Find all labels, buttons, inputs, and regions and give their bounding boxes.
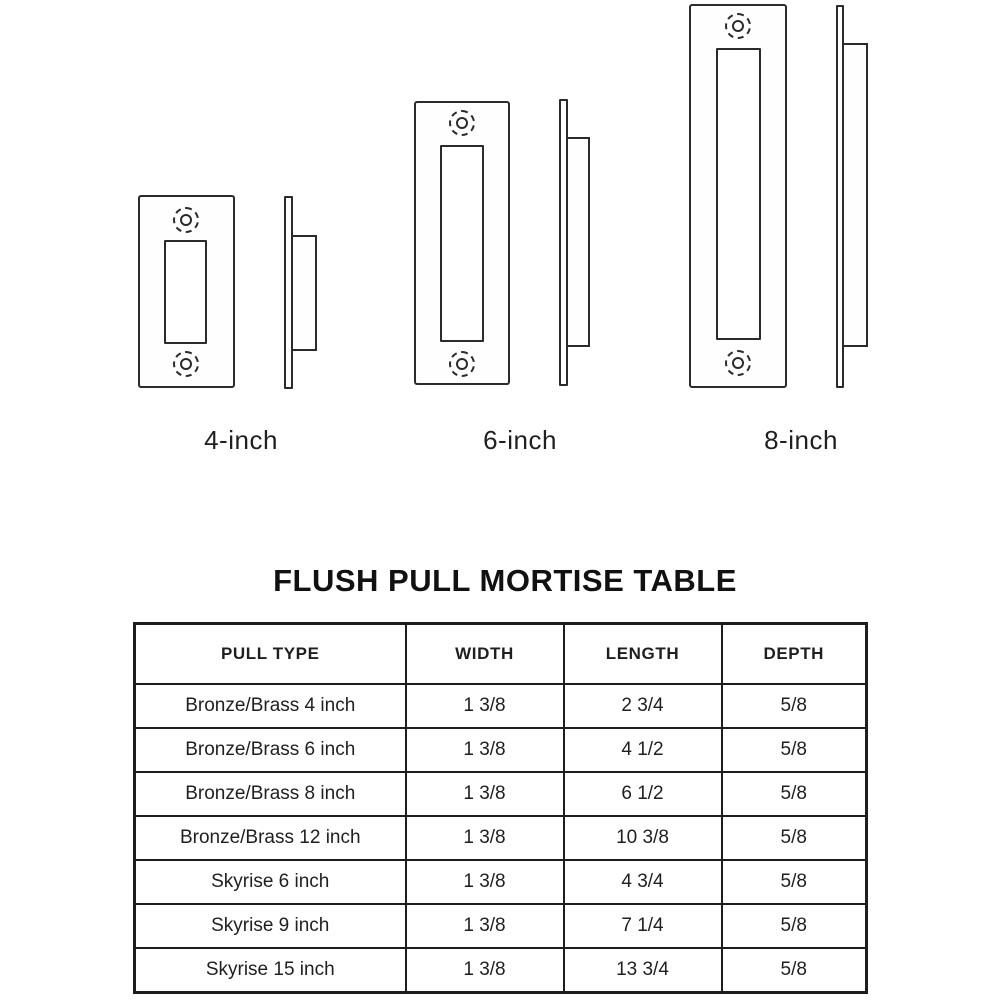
screw-hole-icon <box>173 351 199 377</box>
table-cell: 5/8 <box>722 948 867 993</box>
table-cell: 10 3/8 <box>564 816 722 860</box>
side-view-cup <box>842 43 868 347</box>
table-cell: Skyrise 9 inch <box>135 904 406 948</box>
table-row <box>135 772 867 816</box>
table-cell: 1 3/8 <box>406 860 564 904</box>
table-cell: 1 3/8 <box>406 904 564 948</box>
column-header: DEPTH <box>722 624 867 685</box>
table-row <box>135 860 867 904</box>
table-cell: 4 1/2 <box>564 728 722 772</box>
table-cell: 7 1/4 <box>564 904 722 948</box>
mortise-table <box>133 622 868 994</box>
screw-hole-icon <box>173 207 199 233</box>
table-cell: Bronze/Brass 12 inch <box>135 816 406 860</box>
table-body <box>135 684 867 993</box>
table-cell: Bronze/Brass 6 inch <box>135 728 406 772</box>
mortise-recess <box>440 145 484 342</box>
table-row <box>135 816 867 860</box>
table-row <box>135 728 867 772</box>
mortise-recess <box>164 240 207 344</box>
table-cell: Bronze/Brass 8 inch <box>135 772 406 816</box>
size-label: 8-inch <box>764 425 838 455</box>
table-cell: 5/8 <box>722 728 867 772</box>
table-cell: Skyrise 6 inch <box>135 860 406 904</box>
size-label: 6-inch <box>483 425 557 455</box>
table-cell: 1 3/8 <box>406 728 564 772</box>
table-cell: 2 3/4 <box>564 684 722 728</box>
table-cell: 5/8 <box>722 772 867 816</box>
table-cell: 4 3/4 <box>564 860 722 904</box>
column-header: PULL TYPE <box>135 624 406 685</box>
table-row <box>135 904 867 948</box>
table-cell: 5/8 <box>722 904 867 948</box>
page-title: FLUSH PULL MORTISE TABLE <box>273 563 737 598</box>
side-view-cup <box>566 137 590 347</box>
table-cell: 5/8 <box>722 816 867 860</box>
column-header: WIDTH <box>406 624 564 685</box>
table-cell: 1 3/8 <box>406 816 564 860</box>
table-header-row <box>135 624 867 685</box>
mortise-recess <box>716 48 761 340</box>
table-cell: 5/8 <box>722 860 867 904</box>
table-cell: 6 1/2 <box>564 772 722 816</box>
table-cell: Skyrise 15 inch <box>135 948 406 993</box>
column-header: LENGTH <box>564 624 722 685</box>
screw-hole-icon <box>449 110 475 136</box>
table-cell: 1 3/8 <box>406 772 564 816</box>
table-cell: 5/8 <box>722 684 867 728</box>
size-label: 4-inch <box>204 425 278 455</box>
table-cell: 13 3/4 <box>564 948 722 993</box>
table-cell: Bronze/Brass 4 inch <box>135 684 406 728</box>
table-cell: 1 3/8 <box>406 684 564 728</box>
side-view-cup <box>291 235 317 351</box>
table-row <box>135 684 867 728</box>
table-cell: 1 3/8 <box>406 948 564 993</box>
table-row <box>135 948 867 993</box>
screw-hole-icon <box>449 351 475 377</box>
screw-hole-icon <box>725 350 751 376</box>
screw-hole-icon <box>725 13 751 39</box>
